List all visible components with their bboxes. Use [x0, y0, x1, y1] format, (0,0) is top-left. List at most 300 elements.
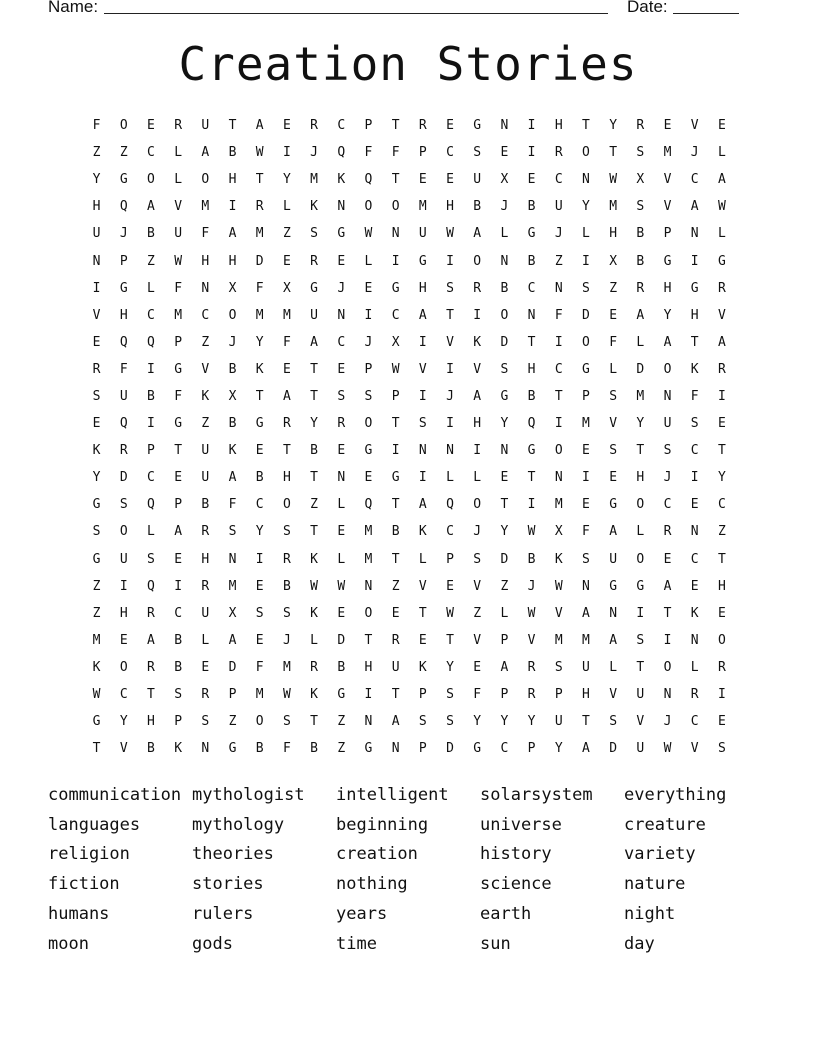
- grid-letter[interactable]: T: [310, 524, 318, 540]
- grid-letter[interactable]: Z: [473, 605, 482, 621]
- grid-letter[interactable]: G: [527, 443, 536, 459]
- grid-letter[interactable]: I: [717, 687, 726, 703]
- grid-letter[interactable]: A: [636, 307, 645, 323]
- grid-letter[interactable]: N: [690, 524, 699, 540]
- grid-letter[interactable]: T: [418, 605, 427, 621]
- grid-letter[interactable]: G: [174, 361, 183, 377]
- grid-letter[interactable]: O: [500, 307, 509, 323]
- grid-letter[interactable]: G: [473, 741, 482, 757]
- grid-letter[interactable]: M: [228, 578, 237, 594]
- grid-letter[interactable]: T: [282, 443, 291, 459]
- grid-letter[interactable]: S: [364, 388, 373, 404]
- grid-letter[interactable]: T: [446, 632, 454, 648]
- grid-letter[interactable]: I: [554, 416, 563, 432]
- grid-letter[interactable]: N: [337, 470, 346, 486]
- grid-letter[interactable]: I: [554, 334, 563, 350]
- grid-letter[interactable]: J: [364, 334, 373, 350]
- grid-letter[interactable]: O: [119, 118, 128, 134]
- grid-letter[interactable]: S: [282, 524, 291, 540]
- grid-letter[interactable]: G: [174, 416, 183, 432]
- grid-letter[interactable]: S: [255, 605, 264, 621]
- grid-letter[interactable]: U: [310, 307, 318, 323]
- grid-letter[interactable]: F: [255, 280, 264, 296]
- grid-letter[interactable]: Y: [119, 714, 128, 730]
- grid-letter[interactable]: N: [500, 443, 509, 459]
- grid-letter[interactable]: G: [609, 578, 618, 594]
- grid-letter[interactable]: V: [527, 632, 536, 648]
- grid-letter[interactable]: H: [609, 226, 618, 242]
- grid-letter[interactable]: P: [391, 388, 400, 404]
- grid-letter[interactable]: P: [174, 714, 183, 730]
- grid-letter[interactable]: N: [337, 199, 346, 215]
- grid-letter[interactable]: Y: [282, 172, 291, 188]
- grid-letter[interactable]: S: [636, 199, 645, 215]
- grid-letter[interactable]: M: [663, 145, 672, 161]
- grid-letter[interactable]: Q: [119, 199, 128, 215]
- grid-letter[interactable]: E: [582, 497, 590, 513]
- grid-letter[interactable]: R: [636, 280, 645, 296]
- grid-letter[interactable]: C: [554, 361, 563, 377]
- grid-letter[interactable]: U: [554, 199, 563, 215]
- grid-letter[interactable]: V: [717, 307, 726, 323]
- grid-letter[interactable]: U: [636, 687, 645, 703]
- grid-letter[interactable]: S: [446, 687, 454, 703]
- grid-letter[interactable]: Z: [92, 605, 101, 621]
- grid-letter[interactable]: S: [228, 524, 237, 540]
- grid-letter[interactable]: O: [663, 361, 672, 377]
- grid-letter[interactable]: V: [473, 361, 482, 377]
- grid-letter[interactable]: G: [92, 551, 101, 567]
- grid-letter[interactable]: M: [255, 687, 264, 703]
- grid-letter[interactable]: Z: [310, 497, 318, 513]
- grid-letter[interactable]: E: [609, 307, 618, 323]
- grid-letter[interactable]: E: [282, 253, 291, 269]
- grid-letter[interactable]: E: [174, 470, 183, 486]
- grid-letter[interactable]: T: [663, 605, 672, 621]
- grid-letter[interactable]: R: [717, 361, 726, 377]
- grid-letter[interactable]: J: [310, 145, 318, 161]
- grid-letter[interactable]: B: [500, 280, 509, 296]
- grid-letter[interactable]: B: [310, 741, 318, 757]
- grid-letter[interactable]: H: [147, 714, 155, 730]
- grid-letter[interactable]: I: [582, 470, 590, 486]
- grid-letter[interactable]: R: [310, 253, 318, 269]
- grid-letter[interactable]: E: [690, 497, 699, 513]
- grid-letter[interactable]: O: [391, 199, 400, 215]
- grid-letter[interactable]: K: [418, 524, 427, 540]
- grid-letter[interactable]: I: [473, 443, 482, 459]
- grid-letter[interactable]: G: [418, 253, 427, 269]
- grid-letter[interactable]: E: [92, 416, 101, 432]
- grid-letter[interactable]: H: [582, 687, 590, 703]
- grid-letter[interactable]: H: [690, 307, 699, 323]
- grid-letter[interactable]: F: [582, 524, 590, 540]
- grid-letter[interactable]: Z: [282, 226, 291, 242]
- grid-letter[interactable]: T: [554, 388, 563, 404]
- grid-letter[interactable]: M: [282, 307, 291, 323]
- grid-letter[interactable]: Z: [337, 714, 346, 730]
- grid-letter[interactable]: I: [582, 253, 590, 269]
- grid-letter[interactable]: I: [282, 145, 291, 161]
- grid-letter[interactable]: Q: [147, 497, 155, 513]
- grid-letter[interactable]: S: [201, 714, 210, 730]
- grid-letter[interactable]: W: [92, 687, 101, 703]
- grid-letter[interactable]: H: [446, 199, 454, 215]
- grid-letter[interactable]: U: [473, 172, 482, 188]
- grid-letter[interactable]: Y: [500, 524, 509, 540]
- grid-letter[interactable]: N: [418, 443, 427, 459]
- grid-letter[interactable]: E: [337, 253, 346, 269]
- grid-letter[interactable]: P: [228, 687, 237, 703]
- grid-letter[interactable]: I: [527, 118, 536, 134]
- grid-letter[interactable]: L: [717, 145, 726, 161]
- grid-letter[interactable]: O: [119, 524, 128, 540]
- grid-letter[interactable]: R: [310, 118, 318, 134]
- grid-letter[interactable]: R: [201, 578, 210, 594]
- grid-letter[interactable]: Q: [446, 497, 454, 513]
- grid-letter[interactable]: W: [717, 199, 726, 215]
- grid-letter[interactable]: A: [690, 199, 699, 215]
- grid-letter[interactable]: J: [228, 334, 237, 350]
- grid-letter[interactable]: Y: [92, 470, 101, 486]
- grid-letter[interactable]: U: [201, 470, 210, 486]
- grid-letter[interactable]: A: [391, 714, 400, 730]
- grid-letter[interactable]: H: [282, 470, 291, 486]
- grid-letter[interactable]: Y: [255, 524, 264, 540]
- grid-letter[interactable]: E: [391, 605, 400, 621]
- grid-letter[interactable]: P: [527, 741, 536, 757]
- grid-letter[interactable]: E: [717, 118, 726, 134]
- grid-letter[interactable]: Z: [391, 578, 400, 594]
- grid-letter[interactable]: E: [418, 632, 427, 648]
- grid-letter[interactable]: C: [527, 280, 536, 296]
- grid-letter[interactable]: M: [255, 226, 264, 242]
- grid-letter[interactable]: J: [473, 524, 482, 540]
- grid-letter[interactable]: Q: [364, 497, 373, 513]
- grid-letter[interactable]: Z: [92, 145, 101, 161]
- grid-letter[interactable]: S: [582, 551, 590, 567]
- grid-letter[interactable]: F: [119, 361, 128, 377]
- grid-letter[interactable]: A: [147, 199, 155, 215]
- grid-letter[interactable]: F: [174, 388, 183, 404]
- grid-letter[interactable]: E: [364, 470, 373, 486]
- grid-letter[interactable]: A: [582, 741, 590, 757]
- grid-letter[interactable]: E: [364, 280, 373, 296]
- grid-letter[interactable]: M: [418, 199, 427, 215]
- grid-letter[interactable]: Z: [119, 145, 128, 161]
- grid-letter[interactable]: S: [690, 416, 699, 432]
- grid-letter[interactable]: J: [690, 145, 699, 161]
- grid-letter[interactable]: P: [554, 687, 563, 703]
- grid-letter[interactable]: I: [391, 253, 400, 269]
- grid-letter[interactable]: R: [554, 145, 563, 161]
- grid-letter[interactable]: F: [201, 226, 210, 242]
- grid-letter[interactable]: N: [364, 578, 373, 594]
- grid-letter[interactable]: D: [609, 741, 618, 757]
- grid-letter[interactable]: S: [473, 551, 482, 567]
- grid-letter[interactable]: M: [582, 416, 590, 432]
- grid-letter[interactable]: D: [582, 307, 590, 323]
- grid-letter[interactable]: M: [364, 551, 373, 567]
- grid-letter[interactable]: R: [201, 687, 210, 703]
- grid-letter[interactable]: T: [717, 443, 726, 459]
- grid-letter[interactable]: Z: [554, 253, 563, 269]
- grid-letter[interactable]: O: [473, 497, 482, 513]
- grid-letter[interactable]: Y: [255, 334, 264, 350]
- grid-letter[interactable]: W: [282, 687, 291, 703]
- grid-letter[interactable]: P: [174, 497, 183, 513]
- grid-letter[interactable]: G: [527, 226, 536, 242]
- grid-letter[interactable]: S: [609, 388, 618, 404]
- grid-letter[interactable]: L: [364, 253, 373, 269]
- grid-letter[interactable]: A: [418, 497, 427, 513]
- grid-letter[interactable]: B: [473, 199, 482, 215]
- grid-letter[interactable]: L: [473, 470, 482, 486]
- grid-letter[interactable]: X: [282, 280, 291, 296]
- grid-letter[interactable]: D: [500, 334, 509, 350]
- grid-letter[interactable]: V: [473, 632, 482, 648]
- grid-letter[interactable]: L: [609, 659, 618, 675]
- grid-letter[interactable]: J: [663, 714, 672, 730]
- grid-letter[interactable]: H: [636, 470, 645, 486]
- grid-letter[interactable]: W: [663, 741, 672, 757]
- grid-letter[interactable]: N: [446, 443, 454, 459]
- grid-letter[interactable]: S: [636, 145, 645, 161]
- grid-letter[interactable]: S: [282, 714, 291, 730]
- grid-letter[interactable]: A: [582, 605, 590, 621]
- grid-letter[interactable]: S: [147, 551, 155, 567]
- grid-letter[interactable]: W: [446, 605, 454, 621]
- grid-letter[interactable]: S: [310, 226, 318, 242]
- grid-letter[interactable]: N: [337, 307, 346, 323]
- grid-letter[interactable]: O: [255, 714, 264, 730]
- grid-letter[interactable]: P: [582, 388, 590, 404]
- grid-letter[interactable]: N: [527, 307, 536, 323]
- grid-letter[interactable]: G: [119, 280, 128, 296]
- grid-letter[interactable]: Z: [228, 714, 237, 730]
- grid-letter[interactable]: M: [554, 497, 563, 513]
- grid-letter[interactable]: B: [147, 741, 155, 757]
- grid-letter[interactable]: T: [527, 470, 536, 486]
- grid-letter[interactable]: L: [500, 605, 509, 621]
- grid-letter[interactable]: L: [446, 470, 454, 486]
- grid-letter[interactable]: W: [337, 578, 346, 594]
- grid-letter[interactable]: H: [364, 659, 373, 675]
- grid-letter[interactable]: O: [364, 605, 373, 621]
- grid-letter[interactable]: O: [554, 443, 563, 459]
- grid-letter[interactable]: R: [147, 605, 155, 621]
- grid-letter[interactable]: A: [663, 578, 672, 594]
- grid-letter[interactable]: S: [92, 524, 101, 540]
- grid-letter[interactable]: U: [391, 659, 400, 675]
- grid-letter[interactable]: I: [255, 551, 264, 567]
- grid-letter[interactable]: Y: [582, 199, 590, 215]
- grid-letter[interactable]: T: [717, 551, 726, 567]
- grid-letter[interactable]: K: [554, 551, 563, 567]
- grid-letter[interactable]: F: [282, 334, 291, 350]
- grid-letter[interactable]: M: [554, 632, 563, 648]
- grid-letter[interactable]: K: [92, 443, 101, 459]
- grid-letter[interactable]: W: [391, 361, 400, 377]
- grid-letter[interactable]: D: [500, 551, 509, 567]
- grid-letter[interactable]: E: [418, 172, 427, 188]
- grid-letter[interactable]: T: [310, 714, 318, 730]
- grid-letter[interactable]: F: [228, 497, 237, 513]
- grid-letter[interactable]: U: [418, 226, 427, 242]
- grid-letter[interactable]: K: [174, 741, 183, 757]
- grid-letter[interactable]: K: [690, 361, 699, 377]
- grid-letter[interactable]: T: [391, 497, 400, 513]
- grid-letter[interactable]: A: [255, 118, 264, 134]
- grid-letter[interactable]: P: [418, 145, 427, 161]
- grid-letter[interactable]: R: [717, 280, 726, 296]
- grid-letter[interactable]: I: [147, 361, 155, 377]
- grid-letter[interactable]: N: [554, 280, 563, 296]
- grid-letter[interactable]: W: [554, 578, 563, 594]
- grid-letter[interactable]: I: [174, 578, 183, 594]
- grid-letter[interactable]: T: [690, 334, 699, 350]
- grid-letter[interactable]: K: [310, 687, 318, 703]
- grid-letter[interactable]: V: [174, 199, 183, 215]
- grid-letter[interactable]: V: [446, 334, 454, 350]
- grid-letter[interactable]: N: [92, 253, 101, 269]
- grid-letter[interactable]: O: [582, 145, 590, 161]
- grid-letter[interactable]: Y: [500, 714, 509, 730]
- grid-letter[interactable]: R: [717, 659, 726, 675]
- grid-letter[interactable]: R: [337, 416, 346, 432]
- grid-letter[interactable]: S: [473, 145, 482, 161]
- grid-letter[interactable]: K: [690, 605, 699, 621]
- grid-letter[interactable]: K: [418, 659, 427, 675]
- grid-letter[interactable]: S: [500, 361, 509, 377]
- grid-letter[interactable]: P: [119, 253, 128, 269]
- grid-letter[interactable]: X: [500, 172, 509, 188]
- grid-letter[interactable]: S: [609, 443, 618, 459]
- grid-letter[interactable]: P: [663, 226, 672, 242]
- grid-letter[interactable]: M: [201, 199, 210, 215]
- grid-letter[interactable]: F: [554, 307, 563, 323]
- grid-letter[interactable]: U: [174, 226, 183, 242]
- grid-letter[interactable]: E: [527, 172, 536, 188]
- grid-letter[interactable]: A: [473, 226, 482, 242]
- grid-letter[interactable]: Q: [337, 145, 346, 161]
- grid-letter[interactable]: B: [310, 443, 318, 459]
- grid-letter[interactable]: F: [282, 741, 291, 757]
- grid-letter[interactable]: O: [663, 659, 672, 675]
- grid-letter[interactable]: P: [364, 361, 373, 377]
- grid-letter[interactable]: M: [282, 659, 291, 675]
- grid-letter[interactable]: U: [636, 741, 645, 757]
- grid-letter[interactable]: E: [500, 145, 509, 161]
- grid-letter[interactable]: C: [717, 497, 726, 513]
- grid-letter[interactable]: J: [282, 632, 291, 648]
- grid-letter[interactable]: N: [500, 253, 509, 269]
- grid-letter[interactable]: G: [364, 443, 373, 459]
- grid-letter[interactable]: C: [690, 551, 699, 567]
- grid-letter[interactable]: M: [255, 307, 264, 323]
- grid-letter[interactable]: V: [473, 578, 482, 594]
- grid-letter[interactable]: J: [119, 226, 128, 242]
- grid-letter[interactable]: A: [147, 632, 155, 648]
- grid-letter[interactable]: B: [228, 145, 237, 161]
- grid-letter[interactable]: L: [174, 172, 183, 188]
- grid-letter[interactable]: W: [446, 226, 454, 242]
- grid-letter[interactable]: M: [92, 632, 101, 648]
- grid-letter[interactable]: G: [582, 361, 590, 377]
- grid-letter[interactable]: E: [663, 118, 672, 134]
- grid-letter[interactable]: O: [364, 416, 373, 432]
- grid-letter[interactable]: G: [473, 118, 482, 134]
- grid-letter[interactable]: G: [717, 253, 726, 269]
- grid-letter[interactable]: G: [690, 280, 699, 296]
- grid-letter[interactable]: B: [228, 416, 237, 432]
- grid-letter[interactable]: P: [500, 632, 509, 648]
- grid-letter[interactable]: E: [119, 632, 128, 648]
- grid-letter[interactable]: B: [255, 741, 264, 757]
- grid-letter[interactable]: C: [554, 172, 563, 188]
- grid-letter[interactable]: Z: [147, 253, 155, 269]
- grid-letter[interactable]: H: [92, 199, 101, 215]
- grid-letter[interactable]: G: [92, 497, 101, 513]
- grid-letter[interactable]: S: [418, 714, 427, 730]
- grid-letter[interactable]: F: [609, 334, 618, 350]
- grid-letter[interactable]: N: [582, 578, 590, 594]
- grid-letter[interactable]: E: [255, 632, 264, 648]
- grid-letter[interactable]: V: [663, 199, 672, 215]
- grid-letter[interactable]: J: [500, 199, 509, 215]
- grid-letter[interactable]: B: [527, 551, 536, 567]
- grid-letter[interactable]: G: [337, 226, 346, 242]
- grid-letter[interactable]: E: [174, 551, 183, 567]
- grid-letter[interactable]: E: [446, 172, 454, 188]
- grid-letter[interactable]: E: [282, 361, 291, 377]
- grid-letter[interactable]: N: [690, 226, 699, 242]
- grid-letter[interactable]: L: [201, 632, 210, 648]
- grid-letter[interactable]: Q: [119, 416, 128, 432]
- grid-letter[interactable]: L: [609, 361, 618, 377]
- grid-letter[interactable]: M: [636, 388, 645, 404]
- grid-letter[interactable]: K: [228, 443, 237, 459]
- grid-letter[interactable]: X: [228, 605, 237, 621]
- grid-letter[interactable]: V: [554, 605, 563, 621]
- grid-letter[interactable]: I: [717, 388, 726, 404]
- grid-letter[interactable]: G: [255, 416, 264, 432]
- grid-letter[interactable]: A: [663, 334, 672, 350]
- grid-letter[interactable]: I: [690, 470, 699, 486]
- grid-letter[interactable]: J: [446, 388, 454, 404]
- grid-letter[interactable]: N: [554, 470, 563, 486]
- grid-letter[interactable]: B: [174, 659, 183, 675]
- grid-letter[interactable]: K: [310, 199, 318, 215]
- grid-letter[interactable]: T: [310, 388, 318, 404]
- grid-letter[interactable]: H: [717, 578, 726, 594]
- grid-letter[interactable]: A: [310, 334, 318, 350]
- grid-letter[interactable]: Z: [201, 416, 210, 432]
- grid-letter[interactable]: I: [92, 280, 101, 296]
- grid-letter[interactable]: W: [609, 172, 618, 188]
- grid-letter[interactable]: C: [174, 605, 183, 621]
- grid-letter[interactable]: O: [582, 334, 590, 350]
- grid-letter[interactable]: L: [636, 334, 645, 350]
- grid-letter[interactable]: T: [92, 741, 101, 757]
- grid-letter[interactable]: J: [337, 280, 346, 296]
- grid-letter[interactable]: G: [391, 280, 400, 296]
- grid-letter[interactable]: I: [418, 470, 427, 486]
- grid-letter[interactable]: F: [255, 659, 264, 675]
- grid-letter[interactable]: Y: [554, 741, 563, 757]
- grid-letter[interactable]: D: [228, 659, 237, 675]
- grid-letter[interactable]: I: [418, 388, 427, 404]
